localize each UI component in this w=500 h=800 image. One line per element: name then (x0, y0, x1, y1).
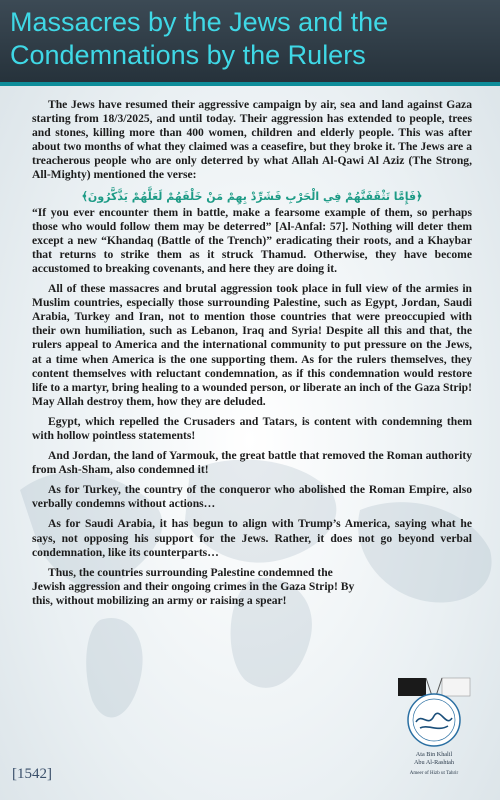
quran-verse: ﴿فَإِمَّا تَثْقَفَنَّهُمْ فِي الْحَرْبِ فَشَرِّدْ بِهِمْ مَنْ خَلْفَهُمْ لَعَلَّهُمْ يَذَّكَّرُونَ﴾ (81, 189, 423, 203)
seal-name-line2: Abu Al-Rashtah (413, 759, 455, 766)
paragraph-1: The Jews have resumed their aggressive campaign by air, sea and land against Gaza starting from 18/3/2025, and until today. Their aggression has extended to people, trees and stones, killing more than 400 women, children and elderly people. This was after about two months of what they claimed was a ceasefire, but they broke it. The Jews are a treacherous people who are only deterred by what Allah Al-Qawi Al Aziz (The Strong, All-Mighty) mentioned the verse: (32, 98, 472, 182)
page-title: Massacres by the Jews and the Condemnations by the Rulers (10, 7, 389, 70)
seal-title-line: Ameer of Hizb ut Tahrir (409, 771, 459, 776)
ameer-seal (392, 672, 476, 782)
title-banner (0, 0, 500, 82)
paragraph-6: As for Turkey, the country of the conqueror who abolished the Roman Empire, also verbally condemns without actions… (32, 483, 472, 511)
paragraph-4: Egypt, which repelled the Crusaders and Tatars, is content with condemning them with hollow pointless statements! (32, 414, 472, 442)
title-underline (0, 82, 500, 86)
paragraph-2: “If you ever encounter them in battle, make a fearsome example of them, so perhaps those who would follow them may be deterred” [Al-Anfal: 57]. Nothing will deter them except a new “Khandaq (Battle of the Trench)” eradicating their roots, and a Khaybar that returns to strike them as it struck Thamud. Otherwise, they have become accustomed to breaking covenants, and here they are doing it. (32, 205, 472, 275)
paragraph-8: Thus, the countries surrounding Palestine condemned the Jewish aggression and their ongoing crimes in the Gaza Strip! By this, without mobilizing an army or raising a spear! (32, 565, 355, 607)
paragraph-3: All of these massacres and brutal aggression took place in full view of the armies in Muslim countries, especially those surrounding Palestine, such as Egypt, Jordan, Saudi Arabia, Turkey and Iran, not to mention those countries that were preoccupied with their own humiliation, such as Lebanon, Iraq and Syria! Despite all this and that, the rulers appeal to America and the international community to put pressure on the Jews, at a time when America is the one supporting them. As for the rulers themselves, they content themselves with reluctant condemnation, as if this condemnation would restore life to a martyr, bring healing to a wounded person, or liberate an inch of the Gaza Strip! May Allah destroy them, how they are deluded. (32, 282, 472, 408)
article-body (32, 98, 472, 614)
paragraph-7: As for Saudi Arabia, it has begun to align with Trump’s America, saying what he says, not opposing his support for the Jews. Rather, it does not go beyond verbal condemnation, like its counterparts… (32, 517, 472, 559)
seal-name-line1: Ata Bin Khalil (415, 751, 453, 758)
seal-ring-icon (408, 694, 460, 746)
issue-number: [1542] (12, 766, 52, 782)
paragraph-5: And Jordan, the land of Yarmouk, the great battle that removed the Roman authority from Ash-Sham, also condemned it! (32, 449, 472, 477)
